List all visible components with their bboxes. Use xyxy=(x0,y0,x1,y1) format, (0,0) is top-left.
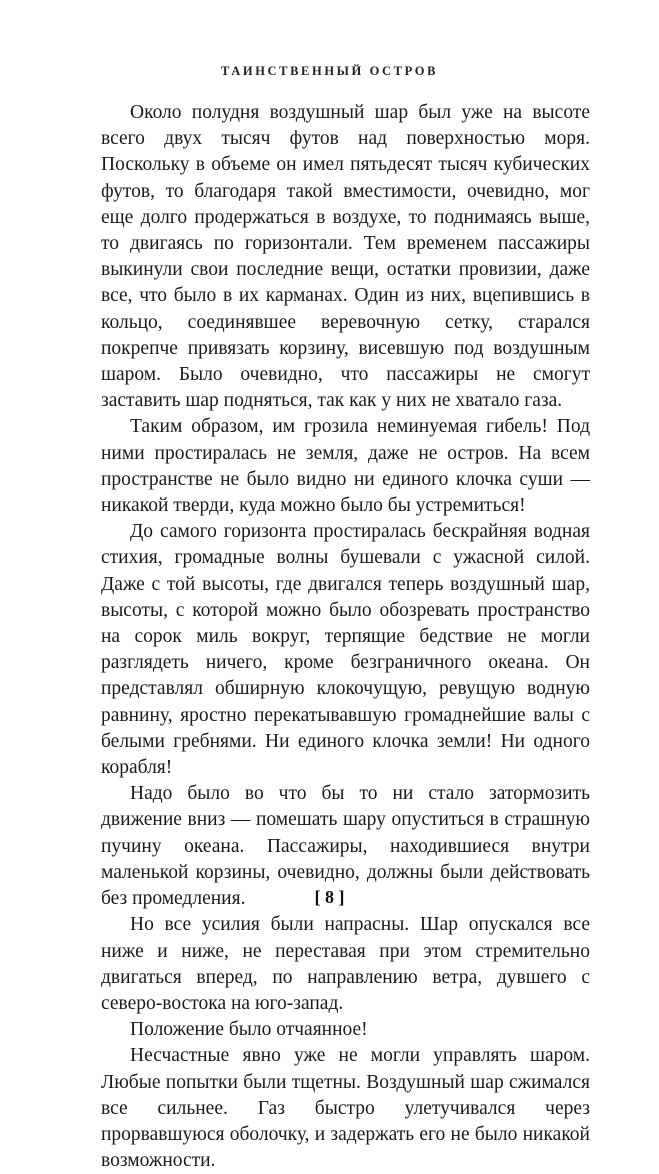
page-number: [ 8 ] xyxy=(314,887,345,907)
paragraph: Положение было отчаянное! xyxy=(130,1019,368,1041)
running-head: ТАИНСТВЕННЫЙ ОСТРОВ xyxy=(220,64,439,78)
body-text xyxy=(101,100,590,1174)
paragraph: Около полудня воздушный шар был уже на высоте всего двух тысяч футов над поверхностью моря. Поскольку в объеме он имел пятьдесят тысяч кубических футов, то благодаря такой вместимости, очевидно, мог еще долго продержаться в воздухе, то поднимаясь выше, то двигаясь по горизонтали. Тем временем пассажиры выкинули свои последние вещи, остатки провизии, даже все, что было в их карманах. Один из них, вцепившись в кольцо, соединявшее веревочную сетку, старался покрепче привязать корзину, висевшую под воздушным шаром. Было очевидно, что пассажиры не смогут заставить шар подняться, так как у них не хватало газа. xyxy=(101,102,590,412)
paragraph: Несчастные явно уже не могли управлять шаром. Любые попытки были тщетны. Воздушный шар сжимался все сильнее. Газ быстро улетучивался через прорвавшуюся оболочку, и задержать его не было никакой возможности. xyxy=(101,1045,590,1172)
paragraph: Таким образом, им грозила неминуемая гибель! Под ними простиралась не земля, даже не остров. На всем пространстве не было видно ни единого клочка суши — никакой тверди, куда можно было бы устремиться! xyxy=(101,416,590,517)
paragraph: До самого горизонта простиралась бескрайняя водная стихия, громадные волны бушевали с ужасной силой. Даже с той высоты, где двигался теперь воздушный шар, высоты, с которой можно было обозревать пространство на сорок миль вокруг, терпящие бедствие не могли разглядеть ничего, кроме безграничного океана. Он представлял обширную клокочущую, ревущую водную равнину, яростно перекатывавшую громаднейшие валы с белыми гребнями. Ни единого клочка земли! Ни одного корабля! xyxy=(101,521,590,779)
paragraph: Но все усилия были напрасны. Шар опускался все ниже и ниже, не переставая при этом стремительно двигаться вперед, по направлению ветра, дувшего с северо-востока на юго-запад. xyxy=(101,914,590,1014)
paragraph: Надо было во что бы то ни стало затормозить движение вниз — помешать шару опуститься в страшную пучину океана. Пассажиры, находившиеся внутри маленькой корзины, очевидно, должны были действовать без промедления. xyxy=(101,783,590,910)
